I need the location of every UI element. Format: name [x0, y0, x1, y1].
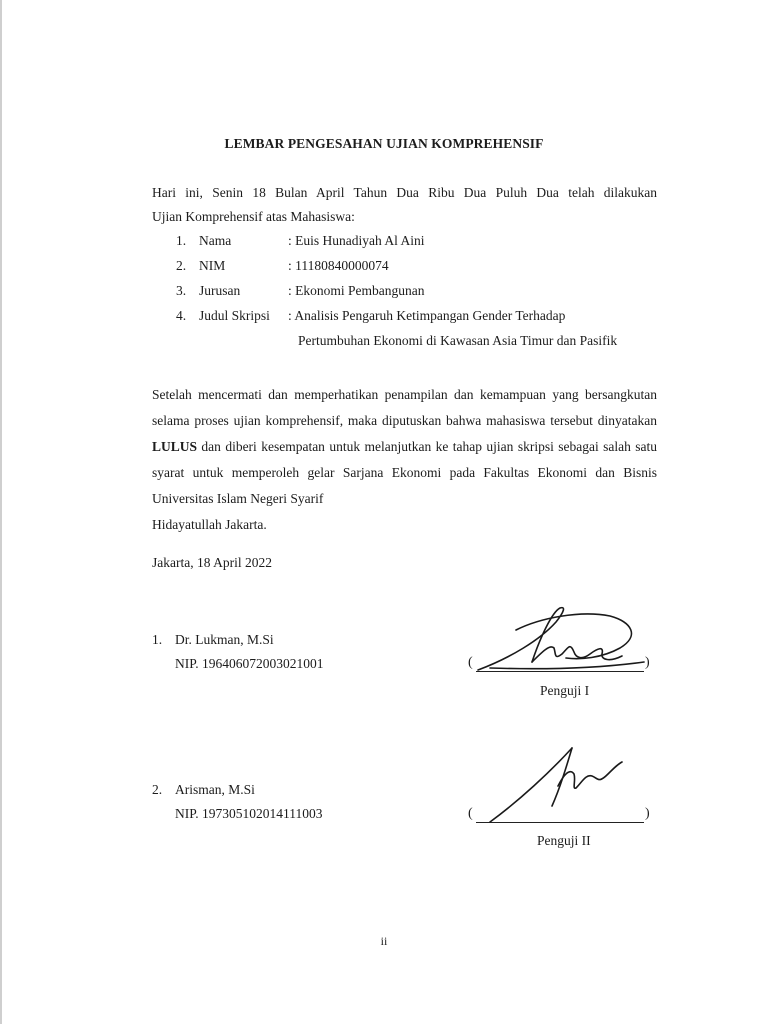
field-row-name	[176, 232, 676, 257]
examiner-name-text: Dr. Lukman, M.Si	[175, 632, 274, 647]
page-number: ii	[380, 934, 388, 948]
signature-1-image	[470, 600, 660, 680]
student-fields	[176, 232, 676, 357]
examiner-name	[152, 631, 274, 649]
signature-paren-open: (	[468, 806, 473, 821]
decision-status: LULUS	[152, 439, 198, 454]
examiner-nip: NIP. 196406072003021001	[175, 656, 324, 671]
examiner-role: Penguji II	[537, 833, 591, 848]
field-label: Nama	[199, 233, 232, 248]
field-value: : Analisis Pengaruh Ketimpangan Gender Terhadap	[288, 308, 566, 323]
examiner-number: 1.	[152, 632, 163, 647]
examiner-number: 2.	[152, 782, 163, 797]
examiner-1	[152, 631, 324, 671]
examiner-name-text: Arisman, M.Si	[175, 782, 255, 797]
examiner-nip: NIP. 197305102014111003	[175, 806, 323, 821]
field-value: : Euis Hunadiyah Al Aini	[288, 233, 425, 248]
field-number: 2.	[176, 258, 187, 273]
decision-last-line: Hidayatullah Jakarta.	[152, 517, 267, 532]
signature-paren-close: )	[645, 655, 650, 670]
decision-text-after: dan diberi kesempatan untuk melanjutkan ke tahap ujian skripsi sebagai salah satu syarat untuk memperoleh gelar Sarjana Ekonomi pada Fakultas Ekonomi dan Bisnis Universitas Islam Negeri Syarif	[152, 439, 657, 506]
field-value: : Ekonomi Pembangunan	[288, 283, 425, 298]
field-value-continued: Pertumbuhan Ekonomi di Kawasan Asia Timur dan Pasifik	[298, 333, 618, 348]
signature-paren-open: (	[468, 655, 473, 670]
page-edge	[0, 0, 2, 1024]
intro-line-1: Hari ini, Senin 18 Bulan April Tahun Dua Ribu Dua Puluh Dua telah dilakukan	[152, 185, 657, 200]
field-row-nim	[176, 257, 676, 282]
intro-line-2: Ujian Komprehensif atas Mahasiswa:	[152, 209, 355, 224]
field-row-judul	[176, 307, 676, 357]
examiner-role: Penguji I	[540, 683, 590, 698]
decision-text-before: Setelah mencermati dan memperhatikan penampilan dan kemampuan yang bersangkutan selama proses ujian komprehensif, maka diputuskan bahwa mahasiswa tersebut dinyatakan	[152, 387, 657, 428]
field-row-jurusan	[176, 282, 676, 307]
examiner-name	[152, 781, 255, 799]
document-title: LEMBAR PENGESAHAN UJIAN KOMPREHENSIF	[224, 136, 544, 151]
place-date: Jakarta, 18 April 2022	[152, 555, 272, 570]
field-number: 1.	[176, 233, 187, 248]
field-value: : 11180840000074	[288, 258, 389, 273]
signature-paren-close: )	[645, 806, 650, 821]
decision-text	[152, 382, 657, 512]
signature-2-image	[480, 740, 630, 830]
field-number: 3.	[176, 283, 187, 298]
field-label: Jurusan	[199, 283, 241, 298]
field-number: 4.	[176, 308, 187, 323]
examiner-2	[152, 781, 323, 821]
field-label: NIM	[199, 258, 226, 273]
field-label: Judul Skripsi	[199, 308, 270, 323]
intro-paragraph	[152, 181, 657, 229]
decision-paragraph	[152, 382, 657, 538]
